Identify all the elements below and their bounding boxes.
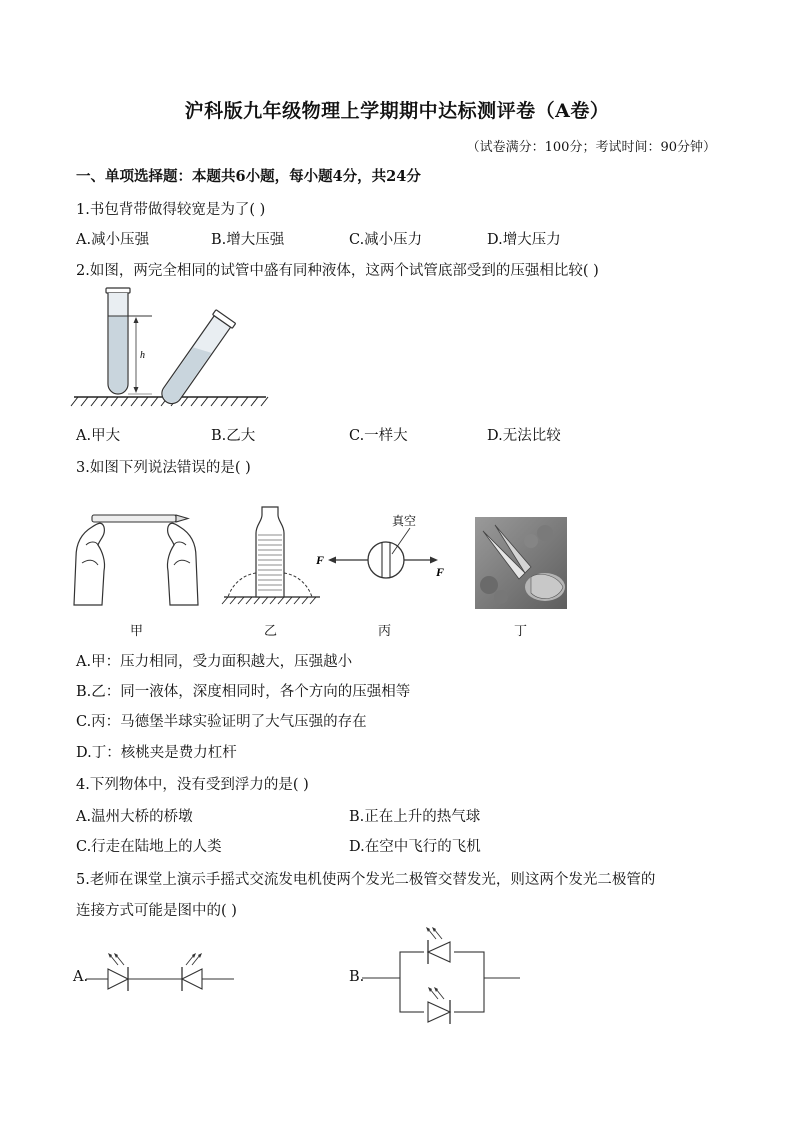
test-tubes-figure xyxy=(70,286,270,411)
q1-stem: 1.书包背带做得较宽是为了( ) xyxy=(76,202,266,218)
q1-option-a: A.减小压强 xyxy=(76,232,150,248)
q3-option-a: A.甲：压力相同，受力面积越大，压强越小 xyxy=(76,654,353,670)
caption-jia: 甲 xyxy=(130,624,144,639)
q5-option-b-label: B. xyxy=(349,969,365,985)
q4-option-c: C.行走在陆地上的人类 xyxy=(76,839,222,855)
q4-option-d: D.在空中飞行的飞机 xyxy=(349,839,481,855)
q2-stem: 2.如图，两完全相同的试管中盛有同种液体，这两个试管底部受到的压强相比较( ) xyxy=(76,263,599,279)
q1-option-c: C.减小压力 xyxy=(349,232,423,248)
page-title: 沪科版九年级物理上学期期中达标测评卷（A卷） xyxy=(184,100,610,122)
magdeburg-figure xyxy=(312,510,447,585)
force-label-right: F xyxy=(436,565,445,579)
height-label-h: h xyxy=(140,350,145,361)
exam-meta: （试卷满分：100分；考试时间：90分钟） xyxy=(466,140,716,155)
bottle-water-figure xyxy=(222,505,325,605)
led-series-circuit xyxy=(86,945,236,1000)
q4-option-a: A.温州大桥的桥墩 xyxy=(76,809,193,825)
q3-option-d: D.丁：核桃夹是费力杠杆 xyxy=(76,745,237,761)
caption-bing: 丙 xyxy=(378,624,392,639)
q2-option-a: A.甲大 xyxy=(76,428,121,444)
q1-option-d: D.增大压力 xyxy=(487,232,561,248)
q4-option-b: B.正在上升的热气球 xyxy=(349,809,481,825)
q2-option-b: B.乙大 xyxy=(211,428,256,444)
q2-option-c: C.一样大 xyxy=(349,428,408,444)
q2-option-d: D.无法比较 xyxy=(487,428,561,444)
q4-stem: 4.下列物体中，没有受到浮力的是( ) xyxy=(76,777,309,793)
caption-ding: 丁 xyxy=(514,624,528,639)
vacuum-label: 真空 xyxy=(392,514,417,528)
q3-option-b: B.乙：同一液体，深度相同时，各个方向的压强相等 xyxy=(76,684,411,700)
q3-stem: 3.如图下列说法错误的是( ) xyxy=(76,460,251,476)
q3-option-c: C.丙：马德堡半球实验证明了大气压强的存在 xyxy=(76,714,367,730)
hands-pencil-figure xyxy=(72,505,202,610)
nutcracker-photo xyxy=(475,517,567,609)
q5-stem-line2: 连接方式可能是图中的( ) xyxy=(76,903,237,919)
q5-stem-line1: 5.老师在课堂上演示手摇式交流发电机使两个发光二极管交替发光，则这两个发光二极管的 xyxy=(76,872,656,888)
section-heading: 一、单项选择题：本题共6小题，每小题4分，共24分 xyxy=(76,168,421,185)
caption-yi: 乙 xyxy=(264,624,278,639)
led-parallel-circuit xyxy=(362,924,522,1034)
q5-option-a-label: A. xyxy=(73,969,89,985)
q1-option-b: B.增大压强 xyxy=(211,232,285,248)
force-label-left: F xyxy=(316,553,325,567)
